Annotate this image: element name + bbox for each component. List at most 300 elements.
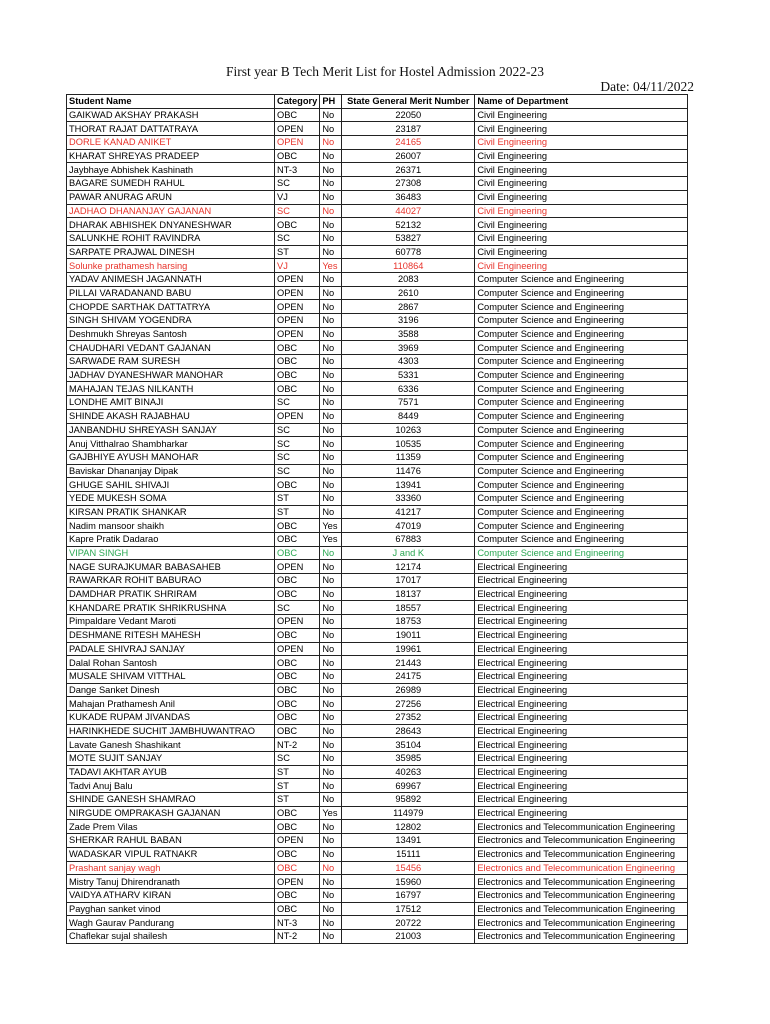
table-row <box>67 738 688 752</box>
cell-ph: No <box>320 382 342 396</box>
cell-department: Electrical Engineering <box>475 806 688 820</box>
cell-category: SC <box>275 423 320 437</box>
cell-ph: No <box>320 272 342 286</box>
merit-list-table <box>66 94 688 944</box>
cell-merit-number: 41217 <box>342 505 475 519</box>
cell-category: OPEN <box>275 122 320 136</box>
table-row <box>67 669 688 683</box>
cell-student-name: Solunke prathamesh harsing <box>67 259 275 273</box>
table-row <box>67 245 688 259</box>
cell-student-name: NIRGUDE OMPRAKASH GAJANAN <box>67 806 275 820</box>
cell-category: OBC <box>275 341 320 355</box>
cell-department: Electronics and Telecommunication Engineering <box>475 929 688 943</box>
table-row <box>67 259 688 273</box>
cell-department: Electrical Engineering <box>475 793 688 807</box>
cell-ph: No <box>320 409 342 423</box>
cell-ph: No <box>320 601 342 615</box>
table-row <box>67 820 688 834</box>
cell-merit-number: 5331 <box>342 368 475 382</box>
table-row <box>67 464 688 478</box>
cell-ph: No <box>320 793 342 807</box>
cell-category: NT-3 <box>275 916 320 930</box>
cell-student-name: GAJBHIYE AYUSH MANOHAR <box>67 450 275 464</box>
table-row <box>67 765 688 779</box>
cell-category: OBC <box>275 533 320 547</box>
cell-student-name: DORLE KANAD ANIKET <box>67 136 275 150</box>
cell-merit-number: 24175 <box>342 669 475 683</box>
cell-merit-number: 8449 <box>342 409 475 423</box>
cell-department: Electrical Engineering <box>475 587 688 601</box>
table-row <box>67 177 688 191</box>
cell-department: Electrical Engineering <box>475 601 688 615</box>
cell-department: Electrical Engineering <box>475 560 688 574</box>
cell-ph: No <box>320 300 342 314</box>
table-row <box>67 450 688 464</box>
cell-category: SC <box>275 464 320 478</box>
cell-student-name: YEDE MUKESH SOMA <box>67 491 275 505</box>
cell-department: Computer Science and Engineering <box>475 464 688 478</box>
table-row <box>67 929 688 943</box>
cell-merit-number: 40263 <box>342 765 475 779</box>
table-row <box>67 902 688 916</box>
table-row <box>67 478 688 492</box>
cell-merit-number: 110864 <box>342 259 475 273</box>
table-row <box>67 587 688 601</box>
cell-merit-number: 114979 <box>342 806 475 820</box>
cell-merit-number: 15111 <box>342 847 475 861</box>
cell-category: SC <box>275 752 320 766</box>
table-row <box>67 149 688 163</box>
table-row <box>67 190 688 204</box>
cell-department: Computer Science and Engineering <box>475 286 688 300</box>
cell-student-name: Dange Sanket Dinesh <box>67 683 275 697</box>
cell-merit-number: 44027 <box>342 204 475 218</box>
cell-ph: No <box>320 861 342 875</box>
cell-merit-number: 11359 <box>342 450 475 464</box>
cell-ph: No <box>320 478 342 492</box>
table-row <box>67 724 688 738</box>
table-row <box>67 806 688 820</box>
table-row <box>67 272 688 286</box>
cell-student-name: JADHAO DHANANJAY GAJANAN <box>67 204 275 218</box>
cell-category: OBC <box>275 218 320 232</box>
cell-ph: No <box>320 218 342 232</box>
cell-merit-number: 13941 <box>342 478 475 492</box>
cell-ph: No <box>320 574 342 588</box>
cell-ph: No <box>320 163 342 177</box>
cell-ph: No <box>320 505 342 519</box>
cell-ph: No <box>320 450 342 464</box>
cell-ph: Yes <box>320 519 342 533</box>
cell-category: OBC <box>275 847 320 861</box>
cell-category: OBC <box>275 697 320 711</box>
cell-student-name: LONDHE AMIT BINAJI <box>67 396 275 410</box>
cell-merit-number: 16797 <box>342 888 475 902</box>
cell-merit-number: 36483 <box>342 190 475 204</box>
cell-merit-number: 95892 <box>342 793 475 807</box>
table-row <box>67 615 688 629</box>
cell-ph: No <box>320 560 342 574</box>
cell-department: Computer Science and Engineering <box>475 423 688 437</box>
cell-merit-number: 67883 <box>342 533 475 547</box>
cell-student-name: DESHMANE RITESH MAHESH <box>67 628 275 642</box>
cell-merit-number: 21003 <box>342 929 475 943</box>
cell-student-name: CHOPDE SARTHAK DATTATRYA <box>67 300 275 314</box>
cell-merit-number: 27308 <box>342 177 475 191</box>
cell-merit-number: 20722 <box>342 916 475 930</box>
cell-ph: No <box>320 149 342 163</box>
cell-department: Computer Science and Engineering <box>475 409 688 423</box>
cell-category: OBC <box>275 806 320 820</box>
table-row <box>67 861 688 875</box>
table-row <box>67 628 688 642</box>
cell-student-name: BAGARE SUMEDH RAHUL <box>67 177 275 191</box>
cell-student-name: Wagh Gaurav Pandurang <box>67 916 275 930</box>
cell-category: OBC <box>275 108 320 122</box>
cell-department: Computer Science and Engineering <box>475 314 688 328</box>
cell-category: OBC <box>275 368 320 382</box>
cell-merit-number: 23187 <box>342 122 475 136</box>
cell-ph: No <box>320 136 342 150</box>
table-row <box>67 491 688 505</box>
cell-category: SC <box>275 601 320 615</box>
cell-merit-number: 7571 <box>342 396 475 410</box>
cell-ph: No <box>320 491 342 505</box>
cell-ph: No <box>320 122 342 136</box>
cell-department: Civil Engineering <box>475 149 688 163</box>
cell-merit-number: 35104 <box>342 738 475 752</box>
cell-student-name: HARINKHEDE SUCHIT JAMBHUWANTRAO <box>67 724 275 738</box>
cell-student-name: VIPAN SINGH <box>67 546 275 560</box>
cell-department: Electronics and Telecommunication Engineering <box>475 820 688 834</box>
cell-department: Electrical Engineering <box>475 697 688 711</box>
cell-department: Civil Engineering <box>475 218 688 232</box>
cell-category: OPEN <box>275 300 320 314</box>
cell-department: Electronics and Telecommunication Engineering <box>475 916 688 930</box>
table-row <box>67 875 688 889</box>
cell-department: Computer Science and Engineering <box>475 546 688 560</box>
cell-ph: No <box>320 587 342 601</box>
cell-category: NT-3 <box>275 163 320 177</box>
cell-merit-number: 26989 <box>342 683 475 697</box>
cell-student-name: SARPATE PRAJWAL DINESH <box>67 245 275 259</box>
cell-merit-number: 52132 <box>342 218 475 232</box>
cell-ph: Yes <box>320 259 342 273</box>
cell-department: Electrical Engineering <box>475 574 688 588</box>
cell-student-name: SHERKAR RAHUL BABAN <box>67 834 275 848</box>
cell-category: OBC <box>275 902 320 916</box>
cell-ph: No <box>320 286 342 300</box>
page-title: First year B Tech Merit List for Hostel Admission 2022-23 <box>226 64 544 79</box>
cell-merit-number: 2867 <box>342 300 475 314</box>
cell-department: Electrical Engineering <box>475 765 688 779</box>
table-header-row <box>67 95 688 109</box>
cell-merit-number: 3588 <box>342 327 475 341</box>
table-row <box>67 656 688 670</box>
cell-ph: No <box>320 341 342 355</box>
cell-category: NT-2 <box>275 738 320 752</box>
cell-department: Civil Engineering <box>475 245 688 259</box>
cell-ph: No <box>320 314 342 328</box>
table-row <box>67 423 688 437</box>
cell-ph: No <box>320 628 342 642</box>
cell-student-name: JADHAV DYANESHWAR MANOHAR <box>67 368 275 382</box>
cell-merit-number: 18753 <box>342 615 475 629</box>
cell-student-name: MUSALE SHIVAM VITTHAL <box>67 669 275 683</box>
cell-category: OPEN <box>275 327 320 341</box>
cell-student-name: SARWADE RAM SURESH <box>67 355 275 369</box>
cell-department: Computer Science and Engineering <box>475 450 688 464</box>
cell-student-name: Nadim mansoor shaikh <box>67 519 275 533</box>
cell-ph: No <box>320 464 342 478</box>
cell-department: Civil Engineering <box>475 163 688 177</box>
cell-student-name: Prashant sanjay wagh <box>67 861 275 875</box>
table-row <box>67 136 688 150</box>
cell-ph: No <box>320 108 342 122</box>
cell-merit-number: 60778 <box>342 245 475 259</box>
table-row <box>67 793 688 807</box>
cell-merit-number: 24165 <box>342 136 475 150</box>
cell-student-name: GAIKWAD AKSHAY PRAKASH <box>67 108 275 122</box>
table-row <box>67 300 688 314</box>
cell-department: Electronics and Telecommunication Engineering <box>475 902 688 916</box>
table-row <box>67 546 688 560</box>
cell-category: ST <box>275 491 320 505</box>
cell-merit-number: 4303 <box>342 355 475 369</box>
cell-ph: No <box>320 847 342 861</box>
cell-category: OBC <box>275 888 320 902</box>
table-row <box>67 437 688 451</box>
cell-ph: No <box>320 929 342 943</box>
cell-ph: No <box>320 368 342 382</box>
cell-ph: No <box>320 231 342 245</box>
column-header-category: Category <box>275 95 320 109</box>
cell-merit-number: 11476 <box>342 464 475 478</box>
cell-ph: No <box>320 245 342 259</box>
cell-ph: No <box>320 177 342 191</box>
cell-category: OBC <box>275 656 320 670</box>
cell-department: Electrical Engineering <box>475 752 688 766</box>
table-row <box>67 505 688 519</box>
cell-merit-number: 35985 <box>342 752 475 766</box>
cell-category: OPEN <box>275 409 320 423</box>
cell-department: Computer Science and Engineering <box>475 355 688 369</box>
cell-department: Electrical Engineering <box>475 738 688 752</box>
cell-student-name: TADAVI AKHTAR AYUB <box>67 765 275 779</box>
cell-category: OBC <box>275 587 320 601</box>
cell-ph: No <box>320 834 342 848</box>
cell-merit-number: 3196 <box>342 314 475 328</box>
cell-ph: No <box>320 779 342 793</box>
cell-department: Civil Engineering <box>475 204 688 218</box>
cell-merit-number: 17017 <box>342 574 475 588</box>
table-row <box>67 218 688 232</box>
cell-student-name: Mistry Tanuj Dhirendranath <box>67 875 275 889</box>
cell-department: Electrical Engineering <box>475 669 688 683</box>
table-row <box>67 314 688 328</box>
cell-department: Computer Science and Engineering <box>475 368 688 382</box>
cell-merit-number: 19961 <box>342 642 475 656</box>
cell-student-name: SHINDE GANESH SHAMRAO <box>67 793 275 807</box>
cell-category: SC <box>275 450 320 464</box>
cell-student-name: PADALE SHIVRAJ SANJAY <box>67 642 275 656</box>
cell-student-name: YADAV ANIMESH JAGANNATH <box>67 272 275 286</box>
cell-ph: No <box>320 820 342 834</box>
cell-merit-number: 18557 <box>342 601 475 615</box>
cell-merit-number: 15456 <box>342 861 475 875</box>
cell-merit-number: 2083 <box>342 272 475 286</box>
table-row <box>67 368 688 382</box>
column-header-student-name: Student Name <box>67 95 275 109</box>
table-row <box>67 286 688 300</box>
cell-department: Computer Science and Engineering <box>475 505 688 519</box>
cell-ph: No <box>320 710 342 724</box>
cell-ph: No <box>320 355 342 369</box>
cell-student-name: Baviskar Dhananjay Dipak <box>67 464 275 478</box>
cell-department: Electronics and Telecommunication Engineering <box>475 888 688 902</box>
cell-ph: No <box>320 888 342 902</box>
cell-student-name: SINGH SHIVAM YOGENDRA <box>67 314 275 328</box>
cell-ph: No <box>320 204 342 218</box>
cell-student-name: Tadvi Anuj Balu <box>67 779 275 793</box>
cell-merit-number: J and K <box>342 546 475 560</box>
cell-ph: No <box>320 642 342 656</box>
cell-student-name: Dalal Rohan Santosh <box>67 656 275 670</box>
cell-department: Electrical Engineering <box>475 628 688 642</box>
cell-student-name: VAIDYA ATHARV KIRAN <box>67 888 275 902</box>
cell-student-name: MAHAJAN TEJAS NILKANTH <box>67 382 275 396</box>
cell-category: OBC <box>275 628 320 642</box>
cell-department: Computer Science and Engineering <box>475 478 688 492</box>
table-row <box>67 779 688 793</box>
cell-merit-number: 10535 <box>342 437 475 451</box>
cell-department: Computer Science and Engineering <box>475 437 688 451</box>
cell-category: OPEN <box>275 875 320 889</box>
cell-category: OBC <box>275 669 320 683</box>
table-row <box>67 231 688 245</box>
table-row <box>67 888 688 902</box>
table-row <box>67 519 688 533</box>
table-row <box>67 355 688 369</box>
cell-merit-number: 33360 <box>342 491 475 505</box>
cell-category: OPEN <box>275 560 320 574</box>
cell-category: SC <box>275 231 320 245</box>
cell-merit-number: 53827 <box>342 231 475 245</box>
cell-ph: Yes <box>320 806 342 820</box>
table-row <box>67 396 688 410</box>
cell-student-name: Zade Prem Vilas <box>67 820 275 834</box>
cell-merit-number: 13491 <box>342 834 475 848</box>
table-row <box>67 409 688 423</box>
table-row <box>67 122 688 136</box>
cell-student-name: KUKADE RUPAM JIVANDAS <box>67 710 275 724</box>
cell-merit-number: 15960 <box>342 875 475 889</box>
cell-category: OPEN <box>275 314 320 328</box>
cell-category: SC <box>275 204 320 218</box>
cell-merit-number: 21443 <box>342 656 475 670</box>
cell-ph: No <box>320 902 342 916</box>
cell-ph: No <box>320 916 342 930</box>
cell-department: Civil Engineering <box>475 177 688 191</box>
table-row <box>67 916 688 930</box>
cell-ph: Yes <box>320 533 342 547</box>
cell-merit-number: 6336 <box>342 382 475 396</box>
table-row <box>67 574 688 588</box>
cell-ph: No <box>320 423 342 437</box>
table-row <box>67 341 688 355</box>
table-row <box>67 697 688 711</box>
cell-merit-number: 2610 <box>342 286 475 300</box>
cell-category: OPEN <box>275 615 320 629</box>
cell-category: SC <box>275 396 320 410</box>
column-header-merit-number: State General Merit Number <box>342 95 475 109</box>
cell-category: ST <box>275 765 320 779</box>
cell-ph: No <box>320 738 342 752</box>
cell-student-name: WADASKAR VIPUL RATNAKR <box>67 847 275 861</box>
cell-category: OBC <box>275 149 320 163</box>
cell-merit-number: 12174 <box>342 560 475 574</box>
cell-department: Civil Engineering <box>475 231 688 245</box>
cell-ph: No <box>320 683 342 697</box>
table-row <box>67 533 688 547</box>
cell-category: OBC <box>275 820 320 834</box>
cell-student-name: JANBANDHU SHREYASH SANJAY <box>67 423 275 437</box>
cell-department: Electrical Engineering <box>475 779 688 793</box>
table-row <box>67 204 688 218</box>
cell-category: SC <box>275 177 320 191</box>
cell-merit-number: 19011 <box>342 628 475 642</box>
table-row <box>67 327 688 341</box>
cell-ph: No <box>320 875 342 889</box>
cell-department: Computer Science and Engineering <box>475 300 688 314</box>
cell-merit-number: 28643 <box>342 724 475 738</box>
cell-category: OPEN <box>275 272 320 286</box>
table-row <box>67 834 688 848</box>
table-row <box>67 601 688 615</box>
cell-student-name: CHAUDHARI VEDANT GAJANAN <box>67 341 275 355</box>
cell-ph: No <box>320 669 342 683</box>
cell-student-name: Kapre Pratik Dadarao <box>67 533 275 547</box>
cell-category: OBC <box>275 478 320 492</box>
cell-merit-number: 27352 <box>342 710 475 724</box>
cell-student-name: DHARAK ABHISHEK DNYANESHWAR <box>67 218 275 232</box>
table-row <box>67 752 688 766</box>
cell-department: Civil Engineering <box>475 259 688 273</box>
cell-department: Computer Science and Engineering <box>475 396 688 410</box>
cell-merit-number: 3969 <box>342 341 475 355</box>
cell-ph: No <box>320 546 342 560</box>
cell-ph: No <box>320 615 342 629</box>
cell-category: OBC <box>275 382 320 396</box>
cell-ph: No <box>320 327 342 341</box>
cell-department: Civil Engineering <box>475 136 688 150</box>
cell-category: OBC <box>275 574 320 588</box>
cell-category: OBC <box>275 519 320 533</box>
cell-student-name: Payghan sanket vinod <box>67 902 275 916</box>
cell-ph: No <box>320 437 342 451</box>
cell-category: ST <box>275 245 320 259</box>
cell-student-name: SALUNKHE ROHIT RAVINDRA <box>67 231 275 245</box>
cell-category: ST <box>275 793 320 807</box>
cell-category: OPEN <box>275 642 320 656</box>
cell-category: OBC <box>275 861 320 875</box>
cell-department: Electronics and Telecommunication Engineering <box>475 861 688 875</box>
cell-merit-number: 69967 <box>342 779 475 793</box>
cell-department: Computer Science and Engineering <box>475 327 688 341</box>
cell-student-name: Lavate Ganesh Shashikant <box>67 738 275 752</box>
cell-student-name: Jaybhaye Abhishek Kashinath <box>67 163 275 177</box>
table-row <box>67 163 688 177</box>
